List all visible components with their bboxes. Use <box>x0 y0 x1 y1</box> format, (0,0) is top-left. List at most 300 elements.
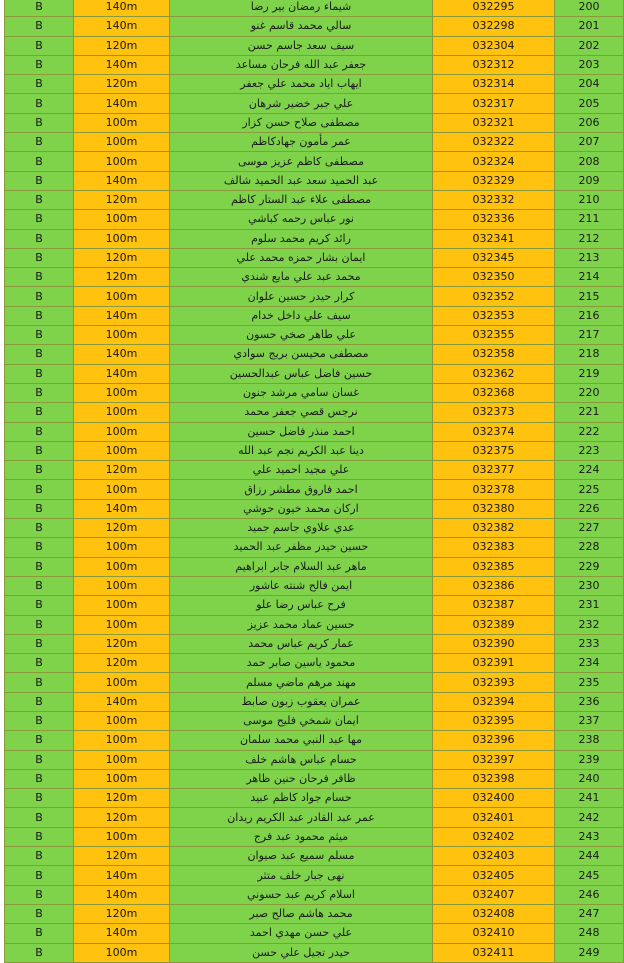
row-number-cell: 241 <box>555 789 624 808</box>
distance-cell: 100m <box>74 673 170 692</box>
table-row <box>5 943 624 962</box>
row-number-cell: 230 <box>555 576 624 595</box>
student-id-cell: 032411 <box>433 943 555 962</box>
table-row <box>5 692 624 711</box>
grade-cell: B <box>5 808 74 827</box>
student-name-cell: مصطفى محيسن بريج سوادي <box>170 345 433 364</box>
student-name-cell: عمار كريم عباس محمد <box>170 634 433 653</box>
student-name-cell: نرجس قصي جعفر محمد <box>170 403 433 422</box>
row-number-cell: 244 <box>555 847 624 866</box>
distance-cell: 140m <box>74 499 170 518</box>
grade-cell: B <box>5 0 74 17</box>
student-name-cell: غسان سامي مرشد جنون <box>170 383 433 402</box>
student-name-cell: حسين عماد محمد عزيز <box>170 615 433 634</box>
student-id-cell: 032358 <box>433 345 555 364</box>
distance-cell: 140m <box>74 0 170 17</box>
table-row <box>5 345 624 364</box>
row-number-cell: 200 <box>555 0 624 17</box>
table-row <box>5 0 624 17</box>
table-row <box>5 480 624 499</box>
student-name-cell: محمد هاشم صالح صبر <box>170 904 433 923</box>
table-row <box>5 55 624 74</box>
student-id-cell: 032380 <box>433 499 555 518</box>
distance-cell: 120m <box>74 75 170 94</box>
distance-cell: 140m <box>74 17 170 36</box>
table-row <box>5 171 624 190</box>
table-row <box>5 248 624 267</box>
student-name-cell: اركان محمد خيون حوشي <box>170 499 433 518</box>
table-row <box>5 268 624 287</box>
distance-cell: 120m <box>74 190 170 209</box>
row-number-cell: 214 <box>555 268 624 287</box>
distance-cell: 140m <box>74 866 170 885</box>
student-id-cell: 032382 <box>433 519 555 538</box>
student-id-cell: 032407 <box>433 885 555 904</box>
distance-cell: 100m <box>74 731 170 750</box>
student-id-cell: 032377 <box>433 461 555 480</box>
table-row <box>5 789 624 808</box>
distance-cell: 140m <box>74 924 170 943</box>
table-row <box>5 827 624 846</box>
distance-cell: 100m <box>74 383 170 402</box>
table-row <box>5 924 624 943</box>
table-row <box>5 885 624 904</box>
table-row <box>5 364 624 383</box>
row-number-cell: 222 <box>555 422 624 441</box>
row-number-cell: 246 <box>555 885 624 904</box>
student-id-cell: 032355 <box>433 326 555 345</box>
student-id-cell: 032321 <box>433 113 555 132</box>
student-id-cell: 032387 <box>433 596 555 615</box>
row-number-cell: 202 <box>555 36 624 55</box>
grade-cell: B <box>5 769 74 788</box>
row-number-cell: 243 <box>555 827 624 846</box>
student-id-cell: 032324 <box>433 152 555 171</box>
row-number-cell: 247 <box>555 904 624 923</box>
table-row <box>5 422 624 441</box>
student-id-cell: 032390 <box>433 634 555 653</box>
table-row <box>5 306 624 325</box>
distance-cell: 100m <box>74 229 170 248</box>
table-row <box>5 94 624 113</box>
student-name-cell: عمران يعقوب زبون صابط <box>170 692 433 711</box>
grade-cell: B <box>5 557 74 576</box>
table-row <box>5 904 624 923</box>
table-row <box>5 461 624 480</box>
row-number-cell: 218 <box>555 345 624 364</box>
student-name-cell: شيماء رمضان بير رضا <box>170 0 433 17</box>
distance-cell: 140m <box>74 171 170 190</box>
table-row <box>5 441 624 460</box>
grade-cell: B <box>5 596 74 615</box>
results-table <box>4 0 624 963</box>
table-row <box>5 576 624 595</box>
table-row <box>5 769 624 788</box>
table-row <box>5 499 624 518</box>
grade-cell: B <box>5 268 74 287</box>
distance-cell: 120m <box>74 789 170 808</box>
student-name-cell: ظافر فرحان حنين ظاهر <box>170 769 433 788</box>
table-row <box>5 654 624 673</box>
row-number-cell: 235 <box>555 673 624 692</box>
distance-cell: 100m <box>74 538 170 557</box>
distance-cell: 100m <box>74 769 170 788</box>
student-id-cell: 032368 <box>433 383 555 402</box>
student-name-cell: عدي علاوي جاسم جميد <box>170 519 433 538</box>
grade-cell: B <box>5 441 74 460</box>
row-number-cell: 219 <box>555 364 624 383</box>
grade-cell: B <box>5 692 74 711</box>
distance-cell: 120m <box>74 461 170 480</box>
student-name-cell: محمود ياسين صابر حمد <box>170 654 433 673</box>
student-id-cell: 032373 <box>433 403 555 422</box>
student-id-cell: 032322 <box>433 133 555 152</box>
student-id-cell: 032402 <box>433 827 555 846</box>
student-name-cell: علي مجيد احميد علي <box>170 461 433 480</box>
student-id-cell: 032353 <box>433 306 555 325</box>
grade-cell: B <box>5 248 74 267</box>
student-id-cell: 032405 <box>433 866 555 885</box>
student-name-cell: مها عبد النبي محمد سلمان <box>170 731 433 750</box>
student-id-cell: 032403 <box>433 847 555 866</box>
student-id-cell: 032397 <box>433 750 555 769</box>
student-id-cell: 032389 <box>433 615 555 634</box>
distance-cell: 120m <box>74 904 170 923</box>
student-name-cell: حسام جواد كاظم عبيد <box>170 789 433 808</box>
row-number-cell: 239 <box>555 750 624 769</box>
student-id-cell: 032393 <box>433 673 555 692</box>
row-number-cell: 223 <box>555 441 624 460</box>
row-number-cell: 205 <box>555 94 624 113</box>
distance-cell: 120m <box>74 248 170 267</box>
student-name-cell: علي حسن مهدي احمد <box>170 924 433 943</box>
distance-cell: 100m <box>74 827 170 846</box>
grade-cell: B <box>5 94 74 113</box>
student-name-cell: سيف سعد جاسم حسن <box>170 36 433 55</box>
row-number-cell: 248 <box>555 924 624 943</box>
student-id-cell: 032314 <box>433 75 555 94</box>
row-number-cell: 226 <box>555 499 624 518</box>
student-id-cell: 032395 <box>433 711 555 730</box>
distance-cell: 100m <box>74 596 170 615</box>
row-number-cell: 204 <box>555 75 624 94</box>
grade-cell: B <box>5 345 74 364</box>
row-number-cell: 229 <box>555 557 624 576</box>
table-row <box>5 673 624 692</box>
distance-cell: 140m <box>74 364 170 383</box>
grade-cell: B <box>5 190 74 209</box>
student-id-cell: 032345 <box>433 248 555 267</box>
grade-cell: B <box>5 36 74 55</box>
grade-cell: B <box>5 866 74 885</box>
grade-cell: B <box>5 133 74 152</box>
distance-cell: 100m <box>74 113 170 132</box>
row-number-cell: 209 <box>555 171 624 190</box>
grade-cell: B <box>5 403 74 422</box>
row-number-cell: 221 <box>555 403 624 422</box>
distance-cell: 140m <box>74 55 170 74</box>
row-number-cell: 249 <box>555 943 624 962</box>
student-id-cell: 032362 <box>433 364 555 383</box>
student-id-cell: 032374 <box>433 422 555 441</box>
grade-cell: B <box>5 306 74 325</box>
table-row <box>5 615 624 634</box>
distance-cell: 100m <box>74 441 170 460</box>
student-name-cell: حسين فاضل عباس عبدالحسين <box>170 364 433 383</box>
table-row <box>5 808 624 827</box>
student-name-cell: نهى جبار خلف متثر <box>170 866 433 885</box>
student-id-cell: 032350 <box>433 268 555 287</box>
grade-cell: B <box>5 673 74 692</box>
row-number-cell: 201 <box>555 17 624 36</box>
table-row <box>5 731 624 750</box>
student-name-cell: احمد فاروق مطشر رزاق <box>170 480 433 499</box>
row-number-cell: 232 <box>555 615 624 634</box>
grade-cell: B <box>5 538 74 557</box>
student-id-cell: 032410 <box>433 924 555 943</box>
student-name-cell: ايمن فالح شنته عاشور <box>170 576 433 595</box>
row-number-cell: 207 <box>555 133 624 152</box>
row-number-cell: 245 <box>555 866 624 885</box>
student-id-cell: 032298 <box>433 17 555 36</box>
student-name-cell: ايهاب اياد محمد علي جعفر <box>170 75 433 94</box>
student-id-cell: 032401 <box>433 808 555 827</box>
student-name-cell: عمر عبد القادر عبد الكريم ريدان <box>170 808 433 827</box>
student-name-cell: مصطفى صلاح حسن كزار <box>170 113 433 132</box>
student-id-cell: 032352 <box>433 287 555 306</box>
grade-cell: B <box>5 461 74 480</box>
student-name-cell: مهند مرهم ماضي مسلم <box>170 673 433 692</box>
table-row <box>5 36 624 55</box>
student-name-cell: رائد كريم محمد سلوم <box>170 229 433 248</box>
grade-cell: B <box>5 383 74 402</box>
student-name-cell: نور عباس رحمه كباشي <box>170 210 433 229</box>
table-row <box>5 847 624 866</box>
student-name-cell: عبد الحميد سعد عبد الحميد شالف <box>170 171 433 190</box>
student-name-cell: اسلام كريم عبد حسوني <box>170 885 433 904</box>
student-name-cell: حيدر تجيل علي حسن <box>170 943 433 962</box>
row-number-cell: 240 <box>555 769 624 788</box>
table-row <box>5 133 624 152</box>
table-row <box>5 750 624 769</box>
grade-cell: B <box>5 789 74 808</box>
distance-cell: 100m <box>74 615 170 634</box>
row-number-cell: 242 <box>555 808 624 827</box>
row-number-cell: 216 <box>555 306 624 325</box>
distance-cell: 100m <box>74 152 170 171</box>
table-row <box>5 152 624 171</box>
grade-cell: B <box>5 924 74 943</box>
student-name-cell: عمر مأمون جهادكاظم <box>170 133 433 152</box>
distance-cell: 100m <box>74 557 170 576</box>
student-name-cell: ايمان شمخي فليح موسى <box>170 711 433 730</box>
distance-cell: 140m <box>74 94 170 113</box>
distance-cell: 100m <box>74 576 170 595</box>
distance-cell: 100m <box>74 403 170 422</box>
grade-cell: B <box>5 827 74 846</box>
table-row <box>5 596 624 615</box>
grade-cell: B <box>5 75 74 94</box>
row-number-cell: 236 <box>555 692 624 711</box>
student-name-cell: مصطفى كاظم عزيز موسى <box>170 152 433 171</box>
grade-cell: B <box>5 904 74 923</box>
distance-cell: 120m <box>74 634 170 653</box>
table-row <box>5 538 624 557</box>
distance-cell: 120m <box>74 808 170 827</box>
student-id-cell: 032398 <box>433 769 555 788</box>
student-name-cell: جعفر عبد الله فرحان مساعد <box>170 55 433 74</box>
grade-cell: B <box>5 943 74 962</box>
row-number-cell: 210 <box>555 190 624 209</box>
student-name-cell: ماهر عبد السلام جابر ابراهيم <box>170 557 433 576</box>
grade-cell: B <box>5 210 74 229</box>
student-name-cell: كرار حيدر حسين علوان <box>170 287 433 306</box>
grade-cell: B <box>5 576 74 595</box>
grade-cell: B <box>5 654 74 673</box>
table-row <box>5 113 624 132</box>
distance-cell: 120m <box>74 654 170 673</box>
row-number-cell: 228 <box>555 538 624 557</box>
row-number-cell: 224 <box>555 461 624 480</box>
distance-cell: 120m <box>74 268 170 287</box>
student-id-cell: 032317 <box>433 94 555 113</box>
row-number-cell: 211 <box>555 210 624 229</box>
table-row <box>5 210 624 229</box>
row-number-cell: 203 <box>555 55 624 74</box>
grade-cell: B <box>5 731 74 750</box>
table-row <box>5 75 624 94</box>
student-name-cell: مصطفى علاء عبد الستار كاظم <box>170 190 433 209</box>
row-number-cell: 206 <box>555 113 624 132</box>
grade-cell: B <box>5 519 74 538</box>
grade-cell: B <box>5 287 74 306</box>
row-number-cell: 213 <box>555 248 624 267</box>
student-id-cell: 032385 <box>433 557 555 576</box>
student-name-cell: فرح عباس رضا علو <box>170 596 433 615</box>
grade-cell: B <box>5 326 74 345</box>
table-row <box>5 711 624 730</box>
table-row <box>5 17 624 36</box>
student-id-cell: 032400 <box>433 789 555 808</box>
table-row <box>5 557 624 576</box>
student-id-cell: 032378 <box>433 480 555 499</box>
grade-cell: B <box>5 750 74 769</box>
row-number-cell: 212 <box>555 229 624 248</box>
grade-cell: B <box>5 480 74 499</box>
student-id-cell: 032312 <box>433 55 555 74</box>
distance-cell: 120m <box>74 847 170 866</box>
student-id-cell: 032336 <box>433 210 555 229</box>
distance-cell: 140m <box>74 345 170 364</box>
student-id-cell: 032396 <box>433 731 555 750</box>
student-name-cell: سالي محمد قاسم غنو <box>170 17 433 36</box>
grade-cell: B <box>5 615 74 634</box>
student-id-cell: 032408 <box>433 904 555 923</box>
distance-cell: 100m <box>74 943 170 962</box>
distance-cell: 100m <box>74 133 170 152</box>
table-row <box>5 866 624 885</box>
student-id-cell: 032391 <box>433 654 555 673</box>
grade-cell: B <box>5 711 74 730</box>
row-number-cell: 233 <box>555 634 624 653</box>
grade-cell: B <box>5 171 74 190</box>
grade-cell: B <box>5 17 74 36</box>
row-number-cell: 237 <box>555 711 624 730</box>
row-number-cell: 220 <box>555 383 624 402</box>
grade-cell: B <box>5 55 74 74</box>
student-name-cell: حسين حيدر مظفر عبد الحميد <box>170 538 433 557</box>
table-row <box>5 634 624 653</box>
student-name-cell: حسام عباس هاشم خلف <box>170 750 433 769</box>
grade-cell: B <box>5 499 74 518</box>
distance-cell: 100m <box>74 422 170 441</box>
student-name-cell: دينا عبد الكريم نجم عبد الله <box>170 441 433 460</box>
grade-cell: B <box>5 422 74 441</box>
student-name-cell: ايمان بشار حمزه محمد علي <box>170 248 433 267</box>
distance-cell: 140m <box>74 306 170 325</box>
distance-cell: 140m <box>74 692 170 711</box>
row-number-cell: 238 <box>555 731 624 750</box>
table-row <box>5 190 624 209</box>
grade-cell: B <box>5 113 74 132</box>
student-id-cell: 032375 <box>433 441 555 460</box>
grade-cell: B <box>5 229 74 248</box>
student-id-cell: 032394 <box>433 692 555 711</box>
table-row <box>5 519 624 538</box>
row-number-cell: 225 <box>555 480 624 499</box>
distance-cell: 100m <box>74 210 170 229</box>
distance-cell: 120m <box>74 519 170 538</box>
table-row <box>5 326 624 345</box>
distance-cell: 140m <box>74 885 170 904</box>
results-table-body <box>5 0 624 962</box>
distance-cell: 100m <box>74 326 170 345</box>
row-number-cell: 217 <box>555 326 624 345</box>
table-row <box>5 403 624 422</box>
distance-cell: 100m <box>74 480 170 499</box>
row-number-cell: 231 <box>555 596 624 615</box>
table-row <box>5 383 624 402</box>
distance-cell: 100m <box>74 711 170 730</box>
grade-cell: B <box>5 152 74 171</box>
table-row <box>5 287 624 306</box>
student-id-cell: 032304 <box>433 36 555 55</box>
student-name-cell: محمد عبد علي مايع شندي <box>170 268 433 287</box>
student-name-cell: علي جبر خضير شرهان <box>170 94 433 113</box>
student-id-cell: 032341 <box>433 229 555 248</box>
row-number-cell: 208 <box>555 152 624 171</box>
grade-cell: B <box>5 885 74 904</box>
table-row <box>5 229 624 248</box>
distance-cell: 100m <box>74 750 170 769</box>
student-name-cell: علي طاهر صخي حسون <box>170 326 433 345</box>
student-name-cell: ميثم محمود عبد فرج <box>170 827 433 846</box>
distance-cell: 120m <box>74 36 170 55</box>
student-id-cell: 032332 <box>433 190 555 209</box>
grade-cell: B <box>5 364 74 383</box>
student-name-cell: احمد منذر فاضل حسين <box>170 422 433 441</box>
student-id-cell: 032386 <box>433 576 555 595</box>
student-name-cell: مسلم سميع عبد صيوان <box>170 847 433 866</box>
grade-cell: B <box>5 847 74 866</box>
student-id-cell: 032329 <box>433 171 555 190</box>
row-number-cell: 215 <box>555 287 624 306</box>
row-number-cell: 234 <box>555 654 624 673</box>
grade-cell: B <box>5 634 74 653</box>
distance-cell: 100m <box>74 287 170 306</box>
student-id-cell: 032383 <box>433 538 555 557</box>
student-id-cell: 032295 <box>433 0 555 17</box>
